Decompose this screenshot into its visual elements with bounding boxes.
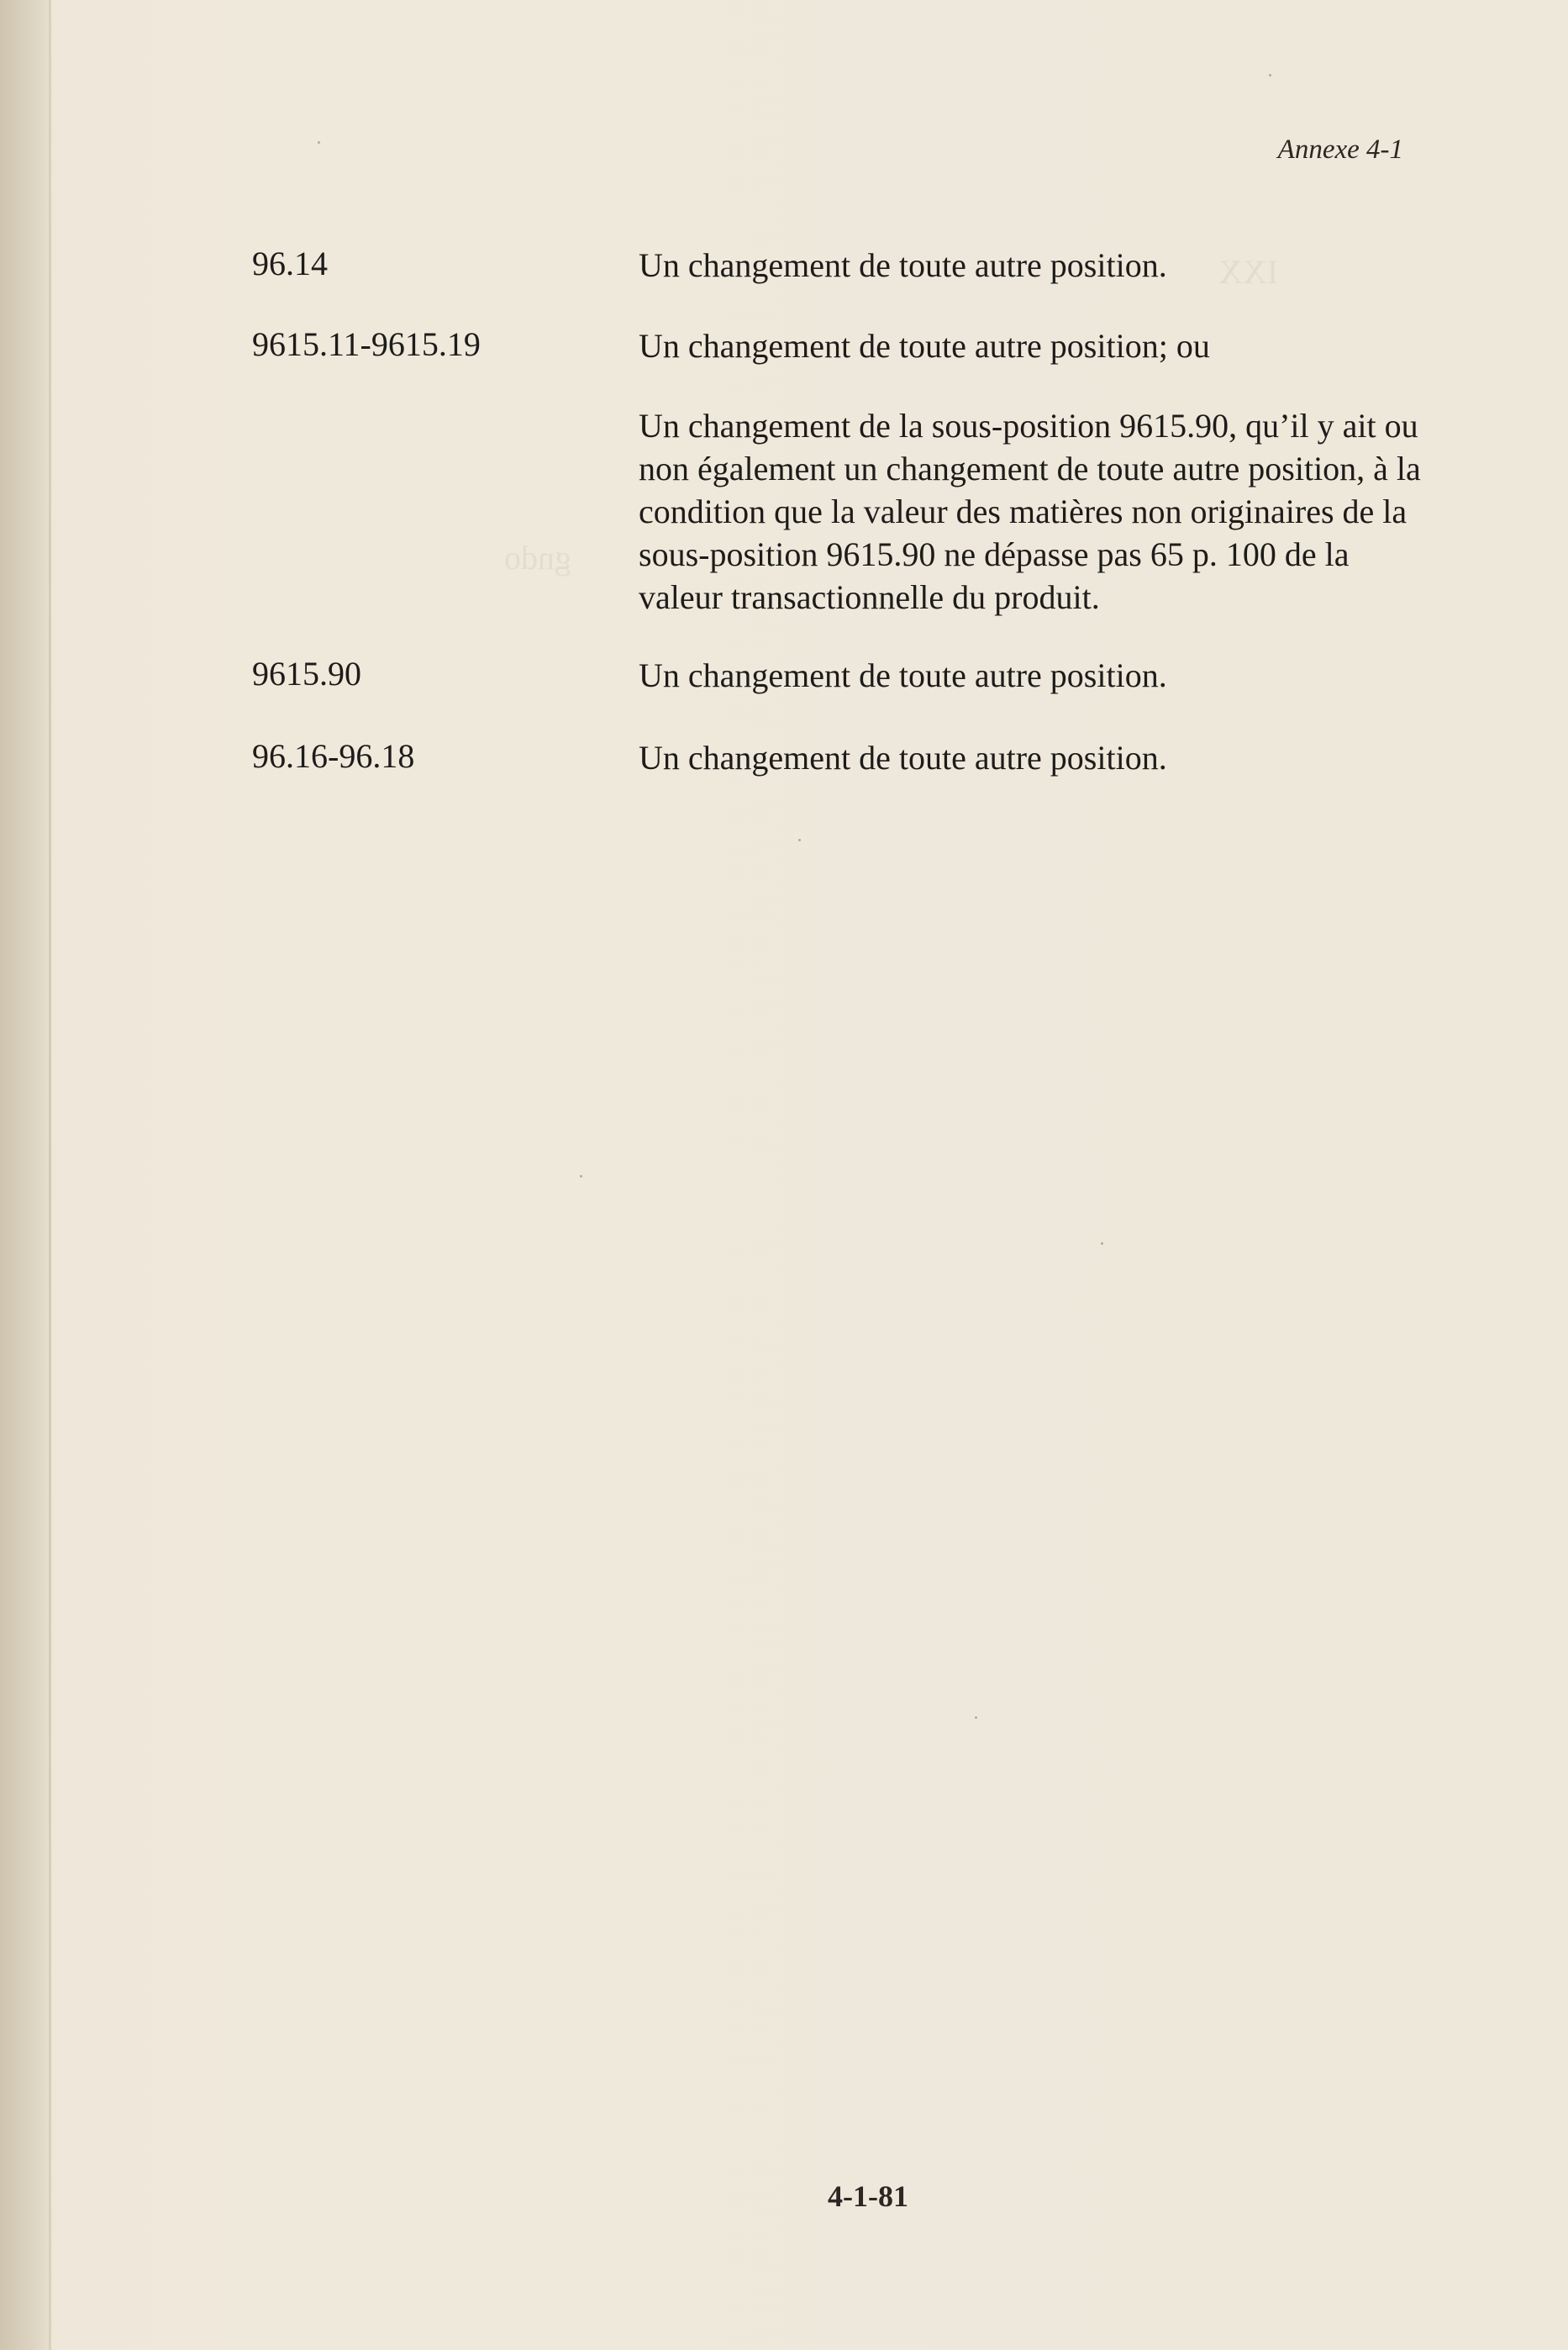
tariff-code: 9615.11-9615.19 <box>252 325 481 363</box>
tariff-code: 9615.90 <box>252 655 361 693</box>
paper-speck <box>580 1175 582 1178</box>
paper-speck <box>1101 1242 1103 1245</box>
paper-speck <box>318 141 320 144</box>
rule-paragraph: Un changement de toute autre position. <box>639 739 1167 777</box>
rule-text <box>639 324 1429 619</box>
tariff-code: 96.16-96.18 <box>252 737 415 775</box>
rule-text <box>639 244 1429 287</box>
page-number: 4-1-81 <box>828 2179 908 2213</box>
show-through-mark: gndo <box>504 539 571 577</box>
paper-speck <box>975 1716 977 1719</box>
paper-speck <box>798 839 801 841</box>
rule-paragraph: Un changement de la sous-position 9615.90, qu’il y ait ou non également un changement de toute autre position, à la condition que la valeur des matières non originaires de la sous-position 9615.90 ne dépasse pas 65 p. 100 de la valeur transactionnelle du produit. <box>639 407 1421 616</box>
paper-speck <box>1269 74 1271 76</box>
binding-edge <box>49 0 51 2350</box>
binding-shadow <box>0 0 49 2350</box>
rule-paragraph: Un changement de toute autre position. <box>639 246 1167 284</box>
show-through-mark: IXX <box>1218 253 1279 291</box>
rule-paragraph: Un changement de toute autre position. <box>639 656 1167 694</box>
rule-paragraph: Un changement de toute autre position; ou <box>639 327 1210 365</box>
tariff-code: 96.14 <box>252 245 328 282</box>
running-head: Annexe 4-1 <box>1277 134 1403 165</box>
rule-text <box>639 736 1429 779</box>
rule-text <box>639 654 1429 697</box>
